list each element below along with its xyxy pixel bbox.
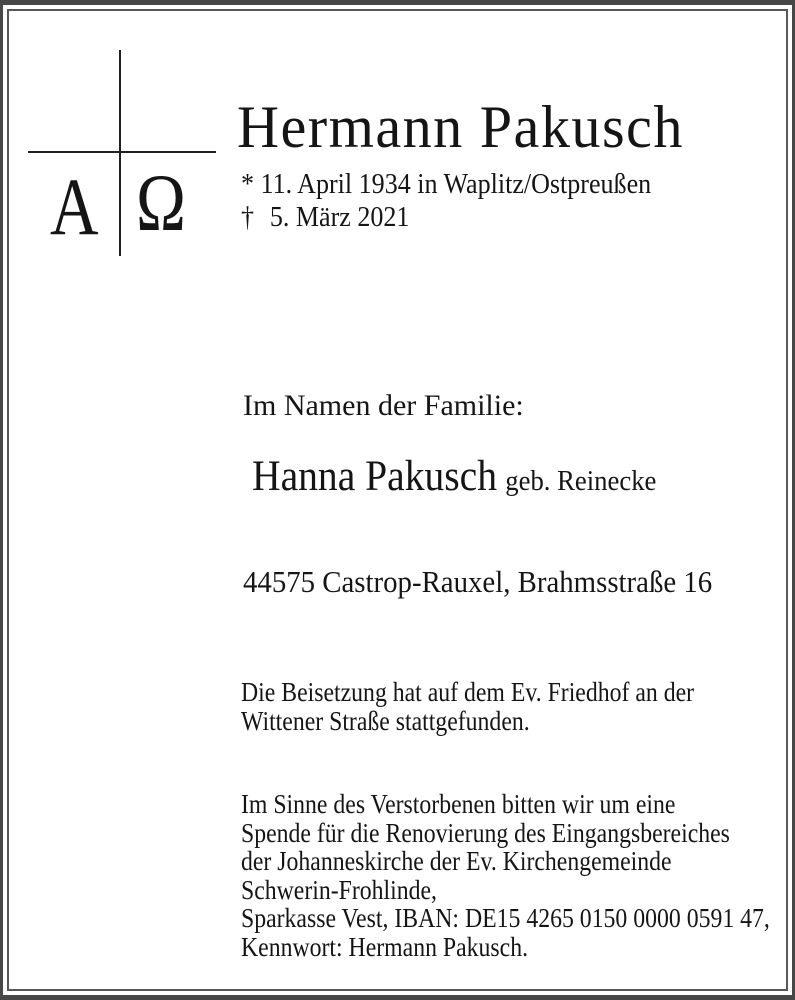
cross-vertical-line — [119, 50, 121, 256]
donation-notice — [241, 790, 770, 961]
burial-line: Wittener Straße stattgefunden. — [241, 705, 530, 736]
burial-line: Die Beisetzung hat auf dem Ev. Friedhof an der — [241, 677, 695, 707]
birth-star-symbol: * — [241, 169, 255, 200]
spouse-maiden-name: geb. Reinecke — [505, 465, 657, 497]
alpha-letter: A — [50, 161, 99, 252]
omega-letter: Ω — [136, 157, 186, 248]
address-line: 44575 Castrop-Rauxel, Brahmsstraße 16 — [243, 564, 713, 599]
birth-date-text: 11. April 1934 in Waplitz/Ostpreußen — [260, 169, 652, 200]
donation-line: Im Sinne des Verstorbenen bitten wir um eine — [241, 789, 676, 819]
burial-notice — [241, 678, 694, 735]
donation-line: Kennwort: Hermann Pakusch. — [241, 931, 529, 962]
deceased-name-heading: Hermann Pakusch — [237, 94, 684, 160]
death-cross-symbol: † — [241, 202, 255, 233]
spouse-name: Hanna Pakusch — [252, 453, 497, 500]
death-date-text: 5. März 2021 — [269, 202, 410, 233]
life-dates — [241, 168, 651, 234]
death-date-line — [241, 201, 651, 234]
birth-date-line — [241, 168, 651, 201]
donation-line: Schwerin-Frohlinde, — [241, 874, 437, 905]
donation-line: Spende für die Renovierung des Eingangsbereiches — [241, 817, 730, 848]
spouse-name-line — [252, 455, 656, 498]
alpha-omega-cross-emblem — [28, 50, 216, 256]
donation-line: der Johanneskirche der Ev. Kirchengemeinde — [241, 846, 672, 876]
family-intro-line: Im Namen der Familie: — [243, 389, 524, 422]
cross-horizontal-line — [28, 151, 216, 153]
donation-line: Sparkasse Vest, IBAN: DE15 4265 0150 0000 0591 47, — [241, 903, 770, 933]
